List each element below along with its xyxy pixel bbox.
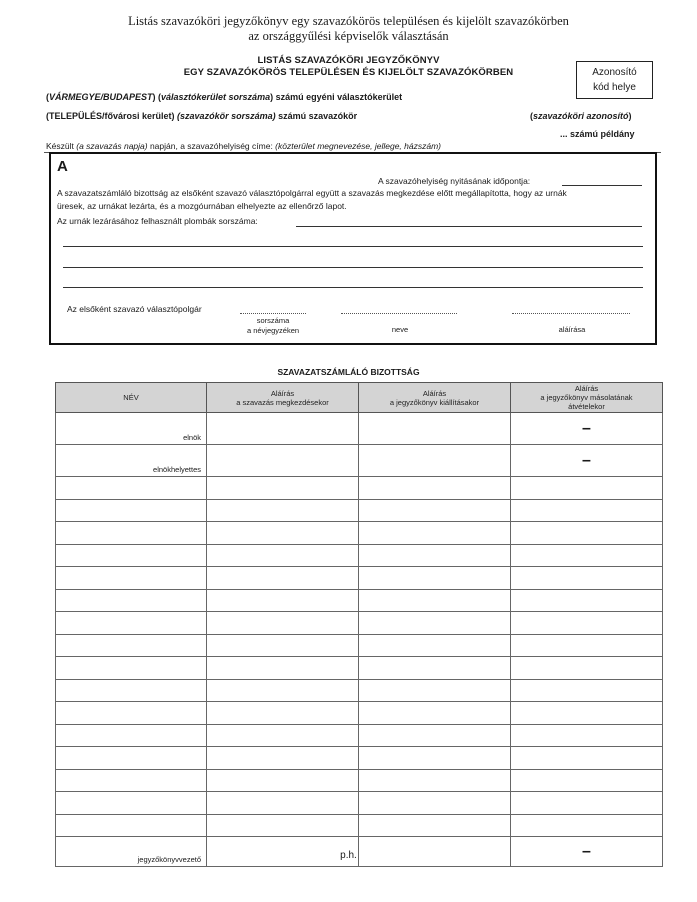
county-field: VÁRMEGYE/BUDAPEST bbox=[49, 92, 153, 102]
signature-cell[interactable] bbox=[207, 679, 359, 702]
identifier-label-line2: kód helye bbox=[593, 82, 636, 93]
signature-cell[interactable] bbox=[511, 814, 663, 837]
signature-cell[interactable] bbox=[359, 413, 511, 445]
signature-cell[interactable] bbox=[359, 634, 511, 657]
signature-cell[interactable] bbox=[207, 724, 359, 747]
first-voter-number-field[interactable] bbox=[240, 313, 306, 314]
first-voter-name-field[interactable] bbox=[341, 313, 457, 314]
signature-cell[interactable] bbox=[207, 499, 359, 522]
signature-cell[interactable] bbox=[359, 814, 511, 837]
precinct-id-close: ) bbox=[628, 111, 632, 121]
signature-cell[interactable] bbox=[511, 702, 663, 725]
signature-cell[interactable] bbox=[511, 589, 663, 612]
table-row-vice-chair bbox=[56, 445, 663, 477]
col-header-sign-copy: Aláírás a jegyzőkönyv másolatának átvételekor bbox=[511, 383, 663, 413]
signature-cell[interactable] bbox=[207, 792, 359, 815]
not-applicable-dash: – bbox=[511, 445, 663, 477]
table-header-row bbox=[56, 383, 663, 413]
section-a-letter: A bbox=[57, 158, 68, 175]
district-line bbox=[46, 92, 402, 102]
table-row bbox=[56, 679, 663, 702]
signature-cell[interactable] bbox=[359, 477, 511, 500]
signature-cell[interactable] bbox=[207, 477, 359, 500]
name-cell[interactable] bbox=[56, 544, 207, 567]
signature-cell[interactable] bbox=[511, 544, 663, 567]
signature-cell[interactable] bbox=[511, 769, 663, 792]
signature-cell[interactable] bbox=[359, 445, 511, 477]
election-date-field: (a szavazás napja) bbox=[76, 141, 148, 151]
signature-cell[interactable] bbox=[207, 702, 359, 725]
district-tail: ) számú egyéni választókerület bbox=[270, 92, 403, 102]
signature-cell[interactable] bbox=[207, 769, 359, 792]
signature-cell[interactable] bbox=[207, 747, 359, 770]
district-mid: ) ( bbox=[152, 92, 162, 102]
precinct-tail: számú szavazókör bbox=[275, 111, 358, 121]
table-row bbox=[56, 724, 663, 747]
vice-chair-name-cell[interactable]: elnökhelyettes bbox=[56, 445, 207, 477]
not-applicable-dash: – bbox=[511, 837, 663, 867]
signature-cell[interactable] bbox=[207, 445, 359, 477]
signature-cell[interactable] bbox=[511, 612, 663, 635]
signature-cell[interactable] bbox=[207, 814, 359, 837]
seals-label: Az urnák lezárásához felhasznált plombák sorszáma: bbox=[57, 216, 258, 226]
name-cell[interactable] bbox=[56, 522, 207, 545]
clerk-name-cell[interactable]: jegyzőkönyvvezető bbox=[56, 837, 207, 867]
table-row bbox=[56, 567, 663, 590]
statement-line1: A szavazatszámláló bizottság az elsőként szavazó választópolgárral együtt a szavazás megkezdése előtt megállapította, hogy az urnák bbox=[57, 188, 567, 198]
col-header-sign-start: Aláírás a szavazás megkezdésekor bbox=[207, 383, 359, 413]
col-header-name: NÉV bbox=[56, 383, 207, 413]
signature-cell[interactable] bbox=[359, 612, 511, 635]
name-cell[interactable] bbox=[56, 814, 207, 837]
name-cell[interactable] bbox=[56, 747, 207, 770]
not-applicable-dash: – bbox=[511, 413, 663, 445]
made-mid: napján, a szavazóhelyiség címe: bbox=[147, 141, 276, 151]
seal-placeholder: p.h. bbox=[340, 850, 357, 861]
identifier-label-line1: Azonosító bbox=[592, 67, 637, 78]
signature-cell[interactable] bbox=[511, 792, 663, 815]
statement-line2: üresek, az urnákat lezárta, és a mozgóurnában elhelyezte az ellenőrző lapot. bbox=[57, 201, 347, 211]
table-row bbox=[56, 814, 663, 837]
name-cell[interactable] bbox=[56, 499, 207, 522]
table-row bbox=[56, 477, 663, 500]
signature-cell[interactable] bbox=[207, 567, 359, 590]
signature-cell[interactable] bbox=[359, 657, 511, 680]
name-cell[interactable] bbox=[56, 792, 207, 815]
name-cell[interactable] bbox=[56, 769, 207, 792]
table-row-chair bbox=[56, 413, 663, 445]
name-cell[interactable] bbox=[56, 657, 207, 680]
address-field: (közterület megnevezése, jellege, házszám) bbox=[275, 141, 442, 151]
signature-cell[interactable] bbox=[359, 679, 511, 702]
first-voter-label: Az elsőként szavazó választópolgár bbox=[67, 304, 202, 314]
col-header-sign-issue: Aláírás a jegyzőkönyv kiállításakor bbox=[359, 383, 511, 413]
name-cell[interactable] bbox=[56, 612, 207, 635]
table-row bbox=[56, 589, 663, 612]
signature-cell[interactable] bbox=[359, 589, 511, 612]
signature-cell[interactable] bbox=[359, 567, 511, 590]
table-row bbox=[56, 792, 663, 815]
name-cell[interactable] bbox=[56, 679, 207, 702]
signature-cell[interactable] bbox=[359, 522, 511, 545]
name-cell[interactable] bbox=[56, 724, 207, 747]
form-title-line2: EGY SZAVAZÓKÖRÖS TELEPÜLÉSEN ÉS KIJELÖLT SZAVAZÓKÖRBEN bbox=[183, 67, 514, 78]
form-header-line2: az országgyűlési képviselők választásán bbox=[248, 29, 449, 43]
section-a-box bbox=[49, 152, 657, 345]
chair-name-cell[interactable]: elnök bbox=[56, 413, 207, 445]
district-open: ( bbox=[46, 92, 49, 102]
signature-cell[interactable] bbox=[207, 612, 359, 635]
table-row bbox=[56, 702, 663, 725]
signature-cell[interactable] bbox=[359, 702, 511, 725]
precinct-id-open: ( bbox=[530, 111, 533, 121]
district-number-field: választókerület sorszáma bbox=[161, 92, 271, 102]
signature-cell[interactable] bbox=[511, 657, 663, 680]
table-row bbox=[56, 657, 663, 680]
name-cell[interactable] bbox=[56, 589, 207, 612]
signature-cell[interactable] bbox=[207, 413, 359, 445]
signature-cell[interactable] bbox=[207, 522, 359, 545]
signature-cell[interactable] bbox=[511, 567, 663, 590]
signature-cell[interactable] bbox=[359, 499, 511, 522]
form-title-line1: LISTÁS SZAVAZÓKÖRI JEGYZŐKÖNYV bbox=[257, 55, 440, 66]
signature-cell[interactable] bbox=[511, 679, 663, 702]
table-row bbox=[56, 612, 663, 635]
seals-field-line2[interactable] bbox=[63, 246, 643, 247]
precinct-id-field bbox=[530, 111, 632, 121]
signature-cell[interactable] bbox=[511, 747, 663, 770]
signature-cell[interactable] bbox=[359, 792, 511, 815]
signature-cell[interactable] bbox=[207, 544, 359, 567]
signature-cell[interactable] bbox=[359, 724, 511, 747]
name-cell[interactable] bbox=[56, 567, 207, 590]
name-cell[interactable] bbox=[56, 477, 207, 500]
table-row bbox=[56, 747, 663, 770]
table-row bbox=[56, 769, 663, 792]
committee-title: SZAVAZATSZÁMLÁLÓ BIZOTTSÁG bbox=[277, 367, 420, 377]
first-voter-signature-field[interactable] bbox=[512, 313, 630, 314]
signature-cell[interactable] bbox=[207, 589, 359, 612]
signature-cell[interactable] bbox=[359, 769, 511, 792]
first-voter-signature-caption: aláírása bbox=[558, 325, 586, 334]
settlement-field: (TELEPÜLÉS/fővárosi kerület) bbox=[46, 111, 175, 121]
signature-cell[interactable] bbox=[359, 544, 511, 567]
precinct-id-label: szavazóköri azonosító bbox=[533, 111, 629, 121]
name-cell[interactable] bbox=[56, 702, 207, 725]
form-header-line1: Listás szavazóköri jegyzőkönyv egy szavazókörös településen és kijelölt szavazókörben bbox=[128, 14, 569, 28]
copy-number-label: ... számú példány bbox=[560, 129, 635, 139]
opening-time-field[interactable] bbox=[562, 185, 642, 186]
identifier-code-box bbox=[576, 61, 653, 99]
signature-cell[interactable] bbox=[207, 657, 359, 680]
seals-field-line1[interactable] bbox=[296, 226, 642, 227]
table-row bbox=[56, 522, 663, 545]
name-cell[interactable] bbox=[56, 634, 207, 657]
signature-cell[interactable] bbox=[511, 634, 663, 657]
precinct-line bbox=[46, 111, 357, 121]
made-on-line bbox=[46, 141, 441, 151]
table-row bbox=[56, 634, 663, 657]
signature-cell[interactable] bbox=[511, 477, 663, 500]
table-row bbox=[56, 544, 663, 567]
signature-cell[interactable] bbox=[511, 724, 663, 747]
signature-cell[interactable] bbox=[511, 522, 663, 545]
opening-time-label: A szavazóhelyiség nyitásának időpontja: bbox=[378, 176, 531, 186]
signature-cell[interactable] bbox=[359, 747, 511, 770]
committee-signature-table bbox=[55, 382, 663, 867]
seals-field-line4[interactable] bbox=[63, 287, 643, 288]
signature-cell[interactable] bbox=[207, 634, 359, 657]
table-row bbox=[56, 499, 663, 522]
first-voter-name-caption: neve bbox=[391, 325, 409, 334]
made-prefix: Készült bbox=[46, 141, 77, 151]
seals-field-line3[interactable] bbox=[63, 267, 643, 268]
precinct-number-field: (szavazókör sorszáma) bbox=[177, 111, 276, 121]
signature-cell[interactable] bbox=[511, 499, 663, 522]
first-voter-number-caption: sorszáma a névjegyzéken bbox=[246, 316, 300, 335]
